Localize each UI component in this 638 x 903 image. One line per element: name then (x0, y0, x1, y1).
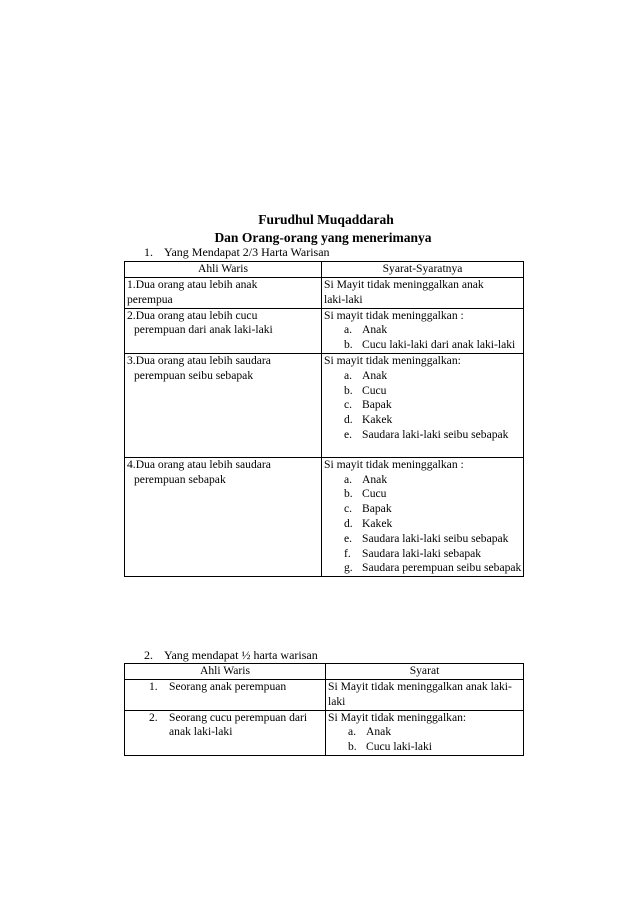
condition-marker: e. (344, 427, 353, 441)
heir-marker: 1. (149, 680, 158, 693)
condition-marker: a. (348, 725, 357, 739)
condition-item (344, 473, 523, 488)
condition-item (344, 323, 523, 338)
condition-item (344, 487, 523, 502)
page-title: Furudhul Muqaddarah (258, 212, 394, 227)
condition-item (344, 369, 523, 384)
condition-marker: g. (344, 561, 353, 575)
page-subtitle: Dan Orang-orang yang menerimanya (214, 230, 432, 245)
condition-text: Saudara laki-laki seibu sebapak (362, 427, 509, 441)
condition-text: Bapak (362, 398, 392, 412)
heir-text: 4.Dua orang atau lebih saudara (127, 457, 271, 471)
condition-text: Cucu (362, 383, 387, 397)
section-2-title: Yang mendapat ½ harta warisan (164, 648, 318, 662)
condition-text: Kakek (362, 516, 393, 530)
condition-marker: b. (344, 383, 353, 397)
conditions-cell (322, 353, 524, 457)
column-header-heir: Ahli Waris (125, 262, 322, 278)
condition-marker: e. (344, 531, 353, 545)
condition-item (344, 398, 523, 413)
section-2-number: 2. (144, 648, 153, 662)
conditions-cell (326, 710, 524, 755)
heir-text-cont: perempuan seibu sebapak (134, 368, 254, 382)
heir-text: 1.Dua orang atau lebih anak (127, 278, 258, 291)
heir-text: 3.Dua orang atau lebih saudara (127, 353, 271, 367)
condition-marker: a. (344, 472, 353, 486)
condition-item (344, 517, 523, 532)
table-row (125, 710, 524, 755)
condition-text: Cucu (362, 487, 387, 501)
condition-marker: b. (344, 487, 353, 501)
condition-intro: Si mayit tidak meninggalkan : (324, 457, 464, 471)
condition-item (344, 428, 523, 443)
table-header-row (125, 262, 524, 278)
heir-cell (125, 353, 322, 457)
column-header-heir: Ahli Waris (125, 664, 326, 680)
heir-entry (127, 711, 325, 741)
condition-item (344, 561, 523, 576)
heir-text-cont: perempuan dari anak laki-laki (134, 323, 273, 337)
heir-text-cont: perempuan sebapak (134, 472, 226, 486)
condition-text: Kakek (362, 413, 393, 427)
table-row (125, 308, 524, 353)
condition-intro-cont: laki-laki (324, 292, 363, 306)
condition-marker: c. (344, 398, 353, 412)
section-1-title: Yang Mendapat 2/3 Harta Warisan (164, 245, 330, 259)
section-1-heading (144, 245, 330, 260)
condition-text: Saudara laki-laki seibu sebapak (362, 531, 509, 545)
conditions-cell (326, 680, 524, 711)
condition-item (344, 532, 523, 547)
table-row (125, 457, 524, 576)
condition-list (324, 323, 523, 353)
condition-item (348, 725, 523, 740)
condition-marker: a. (344, 368, 353, 382)
condition-item (344, 413, 523, 428)
heir-marker: 2. (149, 710, 158, 724)
condition-list (328, 725, 523, 755)
condition-list (324, 473, 523, 577)
column-header-conditions: Syarat-Syaratnya (322, 262, 524, 278)
section-1-number: 1. (144, 245, 153, 259)
condition-list (324, 369, 523, 443)
condition-marker: c. (344, 502, 353, 516)
heir-text: Seorang anak perempuan (169, 680, 287, 693)
condition-marker: d. (344, 413, 353, 427)
condition-text: Anak (366, 725, 392, 739)
heir-text-cont: perempua (127, 292, 173, 306)
condition-text: Bapak (362, 502, 392, 516)
condition-intro: Si Mayit tidak meninggalkan anak laki-laki (328, 680, 512, 708)
condition-text: Cucu laki-laki dari anak laki-laki (362, 338, 516, 352)
heir-cell (125, 308, 322, 353)
heir-text: Seorang cucu perempuan dari anak laki-laki (169, 710, 308, 739)
conditions-cell (322, 457, 524, 576)
condition-text: Saudara perempuan seibu sebapak (362, 561, 522, 575)
condition-intro: Si mayit tidak meninggalkan : (324, 308, 464, 322)
condition-intro: Si mayit tidak meninggalkan: (324, 353, 461, 367)
condition-text: Anak (362, 323, 388, 337)
conditions-cell (322, 278, 524, 309)
cell-spacer (324, 443, 523, 457)
condition-item (344, 384, 523, 399)
column-header-conditions: Syarat (326, 664, 524, 680)
condition-intro: Si Mayit tidak meninggalkan: (328, 710, 467, 724)
heir-entry (127, 680, 325, 695)
table-row (125, 680, 524, 711)
table-header-row (125, 664, 524, 680)
condition-item (344, 547, 523, 562)
condition-intro: Si Mayit tidak meninggalkan anak (324, 278, 484, 291)
condition-text: Cucu laki-laki (366, 740, 433, 754)
table-two-thirds (124, 261, 524, 577)
table-one-half (124, 663, 524, 756)
condition-text: Anak (362, 472, 388, 486)
condition-text: Anak (362, 368, 388, 382)
table-row (125, 353, 524, 457)
heir-cell (125, 457, 322, 576)
heir-cell (125, 278, 322, 309)
condition-marker: b. (344, 338, 353, 352)
heir-text: 2.Dua orang atau lebih cucu (127, 308, 258, 322)
condition-item (348, 740, 523, 755)
condition-marker: d. (344, 516, 353, 530)
condition-marker: a. (344, 323, 353, 337)
heir-cell (125, 710, 326, 755)
table-row (125, 278, 524, 309)
condition-marker: b. (348, 740, 357, 754)
condition-marker: f. (344, 546, 351, 560)
section-2-heading (144, 648, 318, 663)
condition-item (344, 502, 523, 517)
conditions-cell (322, 308, 524, 353)
condition-text: Saudara laki-laki sebapak (362, 546, 482, 560)
heir-cell (125, 680, 326, 711)
condition-item (344, 338, 523, 353)
